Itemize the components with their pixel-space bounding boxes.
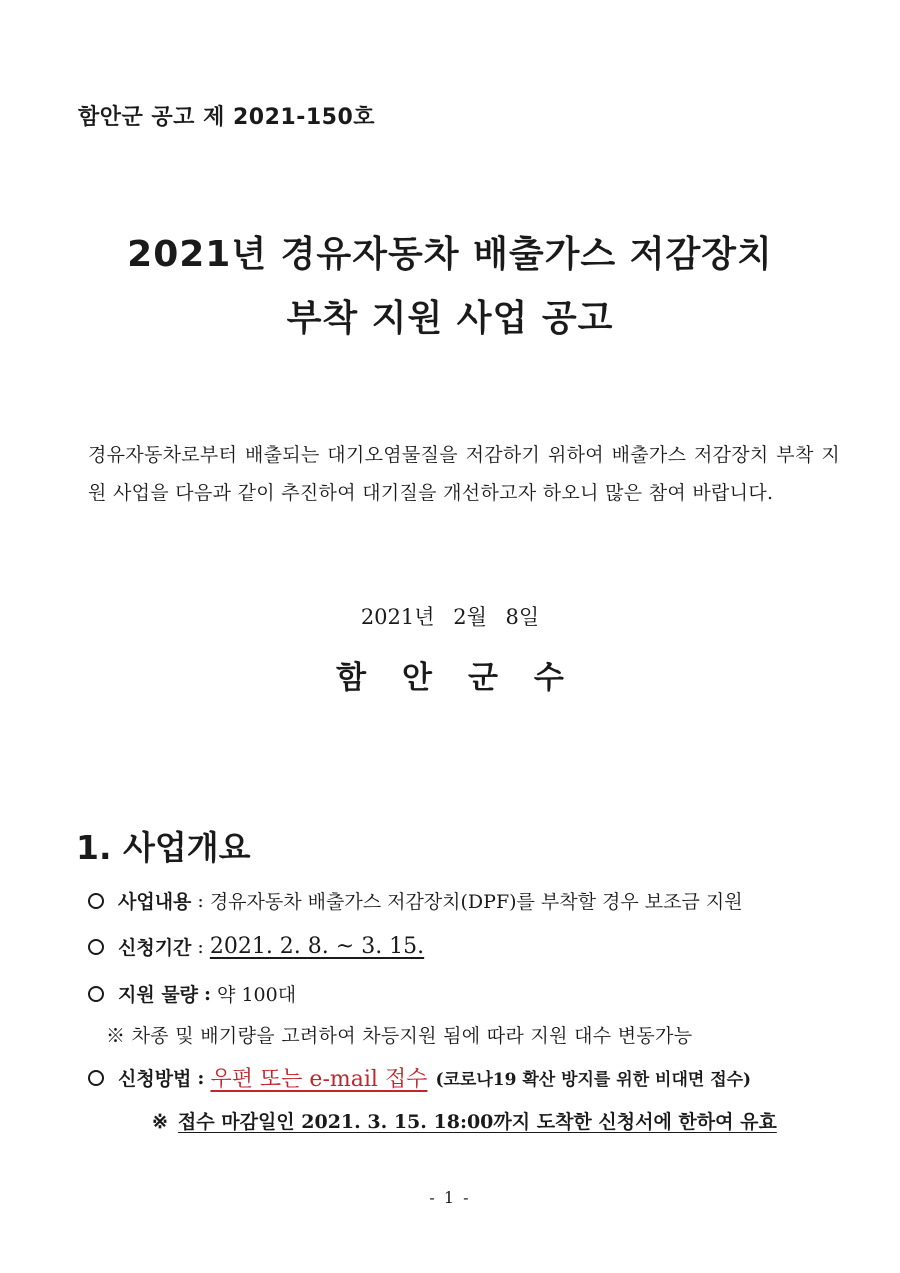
- item-separator: :: [197, 935, 204, 958]
- notice-number: 함안군 공고 제 2021-150호: [78, 105, 376, 130]
- item-separator: :: [204, 982, 212, 1005]
- item-label: 사업내용: [118, 891, 192, 913]
- list-item-support-quantity: [88, 980, 296, 1007]
- item-value: 약 100대: [217, 984, 297, 1006]
- warning-text: 접수 마감일인 2021. 3. 15. 18:00까지 도착한 신청서에 한하여 유효: [177, 1111, 777, 1133]
- section-title: 1. 사업개요: [76, 828, 251, 867]
- deadline-warning: [152, 1107, 777, 1134]
- title-line-1: 2021년 경유자동차 배출가스 저감장치: [127, 234, 773, 275]
- issuer-name: 함안군수: [336, 660, 600, 696]
- circle-bullet-icon: [88, 986, 104, 1002]
- circle-bullet-icon: [88, 939, 104, 955]
- reference-mark-icon: ※: [152, 1111, 168, 1133]
- item-value: 경유자동차 배출가스 저감장치(DPF)를 부착할 경우 보조금 지원: [209, 891, 743, 913]
- circle-bullet-icon: [88, 1070, 104, 1086]
- circle-bullet-icon: [88, 893, 104, 909]
- list-item-application-period: [88, 933, 424, 960]
- list-item-business-content: [88, 887, 743, 914]
- support-note: ※ 차종 및 배기량을 고려하여 차등지원 됨에 따라 지원 대수 변동가능: [106, 1025, 693, 1047]
- item-separator: :: [197, 1066, 205, 1089]
- list-item-application-method: [88, 1062, 751, 1093]
- intro-paragraph: 경유자동차로부터 배출되는 대기오염물질을 저감하기 위하여 배출가스 저감장치 부착 지원 사업을 다음과 같이 추진하여 대기질을 개선하고자 하오니 많은 참여 바랍니다.: [88, 444, 840, 504]
- notice-date: 2021년 2월 8일: [360, 605, 540, 629]
- item-label: 신청기간: [118, 937, 192, 959]
- item-label: 신청방법: [118, 1068, 192, 1090]
- title-line-2: 부착 지원 사업 공고: [286, 298, 614, 339]
- item-label: 지원 물량: [118, 984, 199, 1006]
- item-note: (코로나19 확산 방지를 위한 비대면 접수): [435, 1070, 752, 1090]
- item-separator: :: [197, 889, 204, 912]
- item-value-highlight: 우편 또는 e-mail 접수: [210, 1067, 428, 1092]
- page-number: - 1 -: [429, 1188, 471, 1207]
- item-value: 2021. 2. 8. ~ 3. 15.: [209, 934, 425, 959]
